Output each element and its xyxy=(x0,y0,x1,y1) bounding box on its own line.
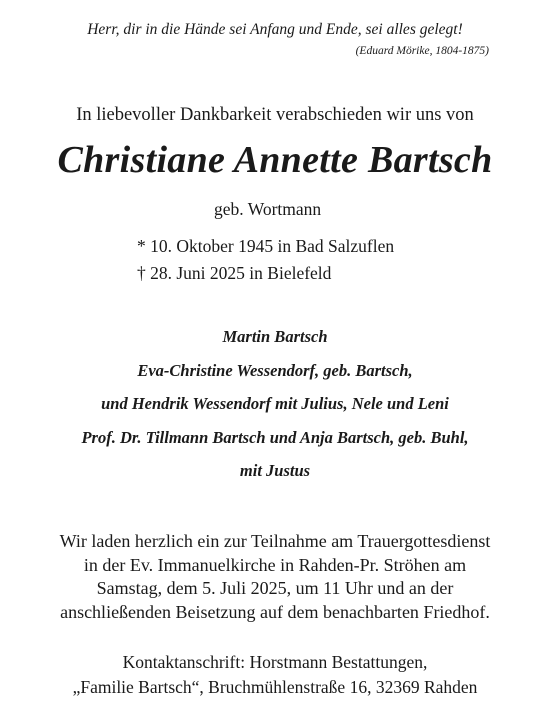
mourner-line: Eva-Christine Wessendorf, geb. Bartsch, xyxy=(137,360,413,380)
mourner-line: mit Justus xyxy=(239,461,311,480)
death-date: † 28. Juni 2025 in Bielefeld xyxy=(137,263,332,283)
quote-source: (Eduard Mörike, 1804-1875) xyxy=(355,45,489,57)
contact-address xyxy=(0,651,550,701)
invitation-text xyxy=(0,530,550,624)
mourner-line: Prof. Dr. Tillmann Bartsch und Anja Bartsch, geb. Buhl, xyxy=(81,427,469,447)
mourners-list xyxy=(0,326,550,494)
invitation-line: Samstag, dem 5. Juli 2025, um 11 Uhr und an der xyxy=(96,578,454,598)
invitation-line: Wir laden herzlich ein zur Teilnahme am Trauergottesdienst xyxy=(59,531,491,551)
deceased-name: Christiane Annette Bartsch xyxy=(57,139,493,181)
contact-line: Kontaktanschrift: Horstmann Bestattungen, xyxy=(122,652,428,672)
invitation-line: anschließenden Beisetzung auf dem benachbarten Friedhof. xyxy=(60,601,490,622)
mourner-line: Martin Bartsch xyxy=(222,327,328,346)
invitation-line: in der Ev. Immanuelkirche in Rahden-Pr. Ströhen am xyxy=(83,554,467,575)
contact-line: „Familie Bartsch“, Bruchmühlenstraße 16, 32369 Rahden xyxy=(72,677,478,697)
birth-date: * 10. Oktober 1945 in Bad Salzuflen xyxy=(137,236,395,256)
born-name: geb. Wortmann xyxy=(214,199,322,219)
mourner-line: und Hendrik Wessendorf mit Julius, Nele und Leni xyxy=(101,394,449,413)
quote-text: Herr, dir in die Hände sei Anfang und Ende, sei alles gelegt! xyxy=(87,21,463,38)
intro-text: In liebevoller Dankbarkeit verabschieden wir uns von xyxy=(76,105,474,125)
